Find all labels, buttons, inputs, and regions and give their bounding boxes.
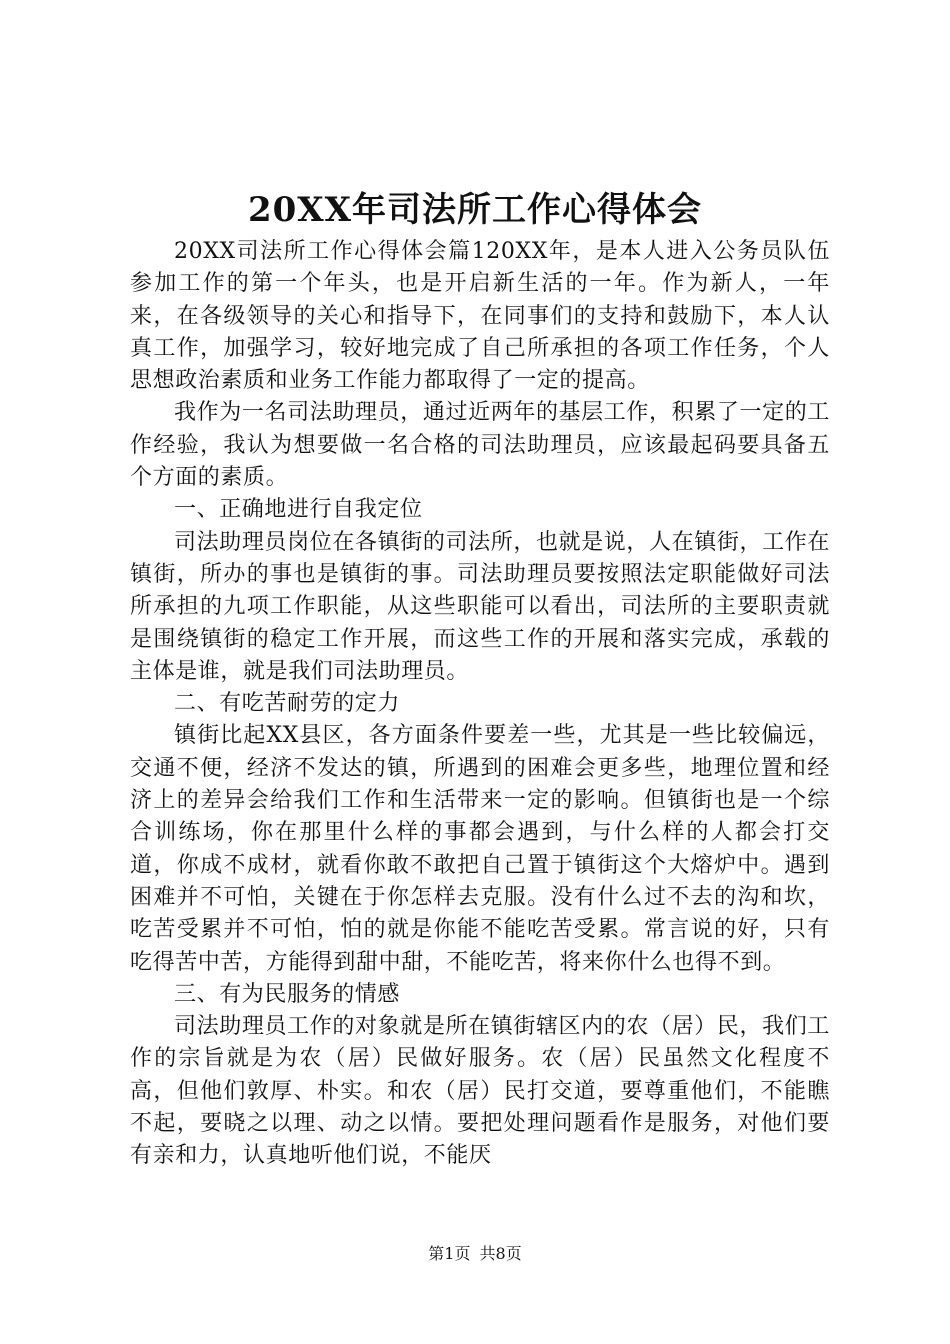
section-heading-1: 一、正确地进行自我定位	[174, 497, 423, 523]
section-heading-3: 三、有为民服务的情感	[174, 981, 401, 1007]
page-number: 第1页	[428, 1244, 471, 1263]
paragraph-section-3: 司法助理员工作的对象就是所在镇街辖区内的农（居）民，我们工作的宗旨就是为农（居）民做好服务。农（居）民虽然文化程度不高，但他们敦厚、朴实。和农（居）民打交道，要尊重他们，不能瞧不起，要晓之以理、动之以情。要把处理问题看作是服务，对他们要有亲和力，认真地听他们说，不能厌	[130, 1014, 830, 1169]
paragraph-intro: 20XX司法所工作心得体会篇120XX年，是本人进入公务员队伍参加工作的第一个年头，也是开启新生活的一年。作为新人，一年来，在各级领导的关心和指导下，在同事们的支持和鼓励下，本人认真工作，加强学习，较好地完成了自己所承担的各项工作任务，个人思想政治素质和业务工作能力都取得了一定的提高。	[130, 239, 830, 394]
document-body	[130, 236, 830, 1173]
paragraph-qualities: 我作为一名司法助理员，通过近两年的基层工作，积累了一定的工作经验，我认为想要做一名合格的司法助理员，应该最起码要具备五个方面的素质。	[130, 400, 830, 491]
page-total: 共8页	[479, 1244, 522, 1263]
section-heading-2: 二、有吃苦耐劳的定力	[174, 691, 401, 717]
paragraph-section-1: 司法助理员岗位在各镇街的司法所，也就是说，人在镇街，工作在镇街，所办的事也是镇街的事。司法助理员要按照法定职能做好司法所承担的九项工作职能，从这些职能可以看出，司法所的主要职责就是围绕镇街的稳定工作开展，而这些工作的开展和落实完成，承载的主体是谁，就是我们司法助理员。	[130, 529, 830, 684]
page-footer	[0, 1243, 950, 1265]
paragraph-section-2: 镇街比起XX县区，各方面条件要差一些，尤其是一些比较偏远，交通不便，经济不发达的镇，所遇到的困难会更多些，地理位置和经济上的差异会给我们工作和生活带来一定的影响。但镇街也是一个综合训练场，你在那里什么样的事都会遇到，与什么样的人都会打交道，你成不成材，就看你敢不敢把自己置于镇街这个大熔炉中。遇到困难并不可怕，关键在于你怎样去克服。没有什么过不去的沟和坎，吃苦受累并不可怕，怕的就是你能不能吃苦受累。常言说的好，只有吃得苦中苦，方能得到甜中甜，不能吃苦，将来你什么也得不到。	[130, 723, 830, 975]
document-title: 20XX年司法所工作心得体会	[247, 190, 703, 230]
